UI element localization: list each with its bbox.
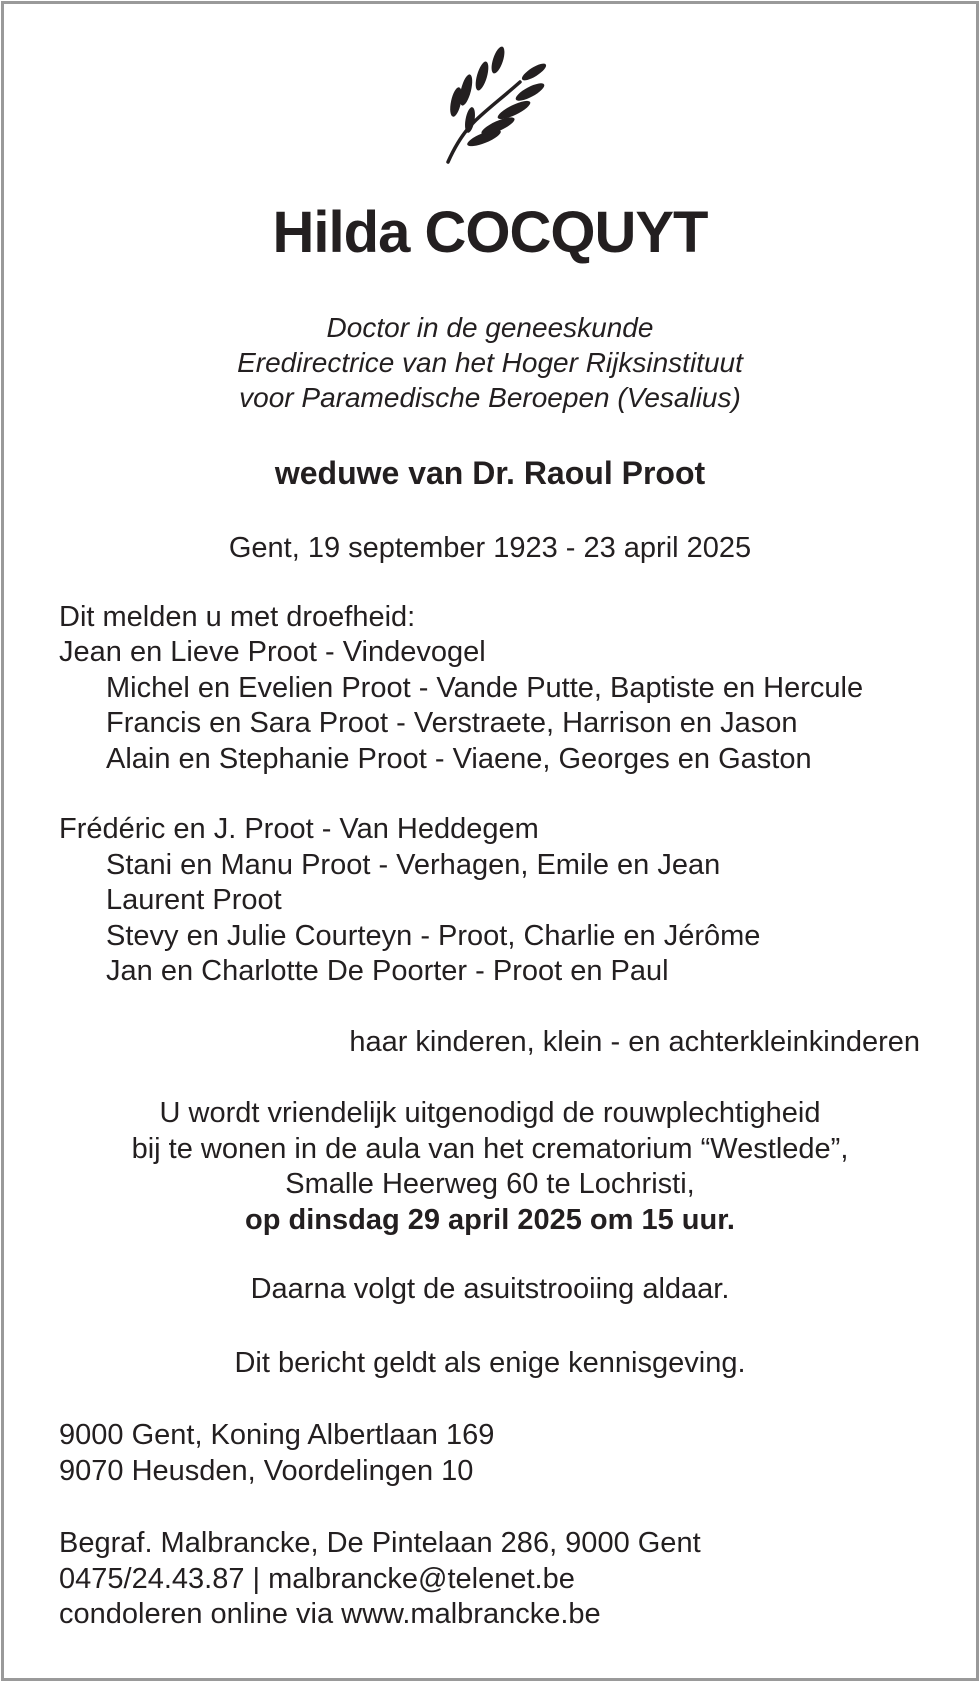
- family-head: Jean en Lieve Proot - Vindevogel: [59, 636, 486, 669]
- invitation-line: Smalle Heerweg 60 te Lochristi,: [285, 1168, 695, 1200]
- ceremony-invitation: [0, 1096, 980, 1238]
- title-line: Eredirectrice van het Hoger Rijksinstituut: [237, 347, 743, 378]
- professional-titles: [0, 310, 980, 415]
- notice-statement: Dit bericht geldt als enige kennisgeving.: [234, 1347, 746, 1379]
- family-intro: Dit melden u met droefheid:: [59, 601, 416, 633]
- title-line: Doctor in de geneeskunde: [326, 312, 654, 343]
- family-list: [59, 600, 863, 989]
- family-relation: haar kinderen, klein - en achterkleinkinderen: [349, 1026, 920, 1058]
- family-addresses: [59, 1418, 494, 1489]
- family-member: Jan en Charlotte De Poorter - Proot en Paul: [106, 955, 669, 988]
- address-line: 9000 Gent, Koning Albertlaan 169: [59, 1419, 495, 1451]
- invitation-line: U wordt vriendelijk uitgenodigd de rouwplechtigheid: [159, 1097, 821, 1129]
- family-member: Laurent Proot: [106, 884, 282, 917]
- ceremony-datetime: op dinsdag 29 april 2025 om 15 uur.: [245, 1203, 735, 1236]
- funeral-home-address: Begraf. Malbrancke, De Pintelaan 286, 9000 Gent: [59, 1527, 701, 1559]
- funeral-home-contact: 0475/24.43.87 | malbrancke@telenet.be: [59, 1562, 575, 1595]
- ash-scattering-note: Daarna volgt de asuitstrooiing aldaar.: [250, 1273, 730, 1305]
- family-member: Michel en Evelien Proot - Vande Putte, Baptiste en Hercule: [106, 671, 864, 704]
- condolence-online-link[interactable]: condoleren online via www.malbrancke.be: [59, 1598, 601, 1630]
- life-dates: Gent, 19 september 1923 - 23 april 2025: [228, 532, 752, 564]
- family-head: Frédéric en J. Proot - Van Heddegem: [59, 813, 539, 846]
- olive-branch-icon: [442, 46, 550, 164]
- spacer: [59, 777, 863, 812]
- family-member: Stani en Manu Proot - Verhagen, Emile en Jean: [106, 848, 721, 881]
- invitation-line: bij te wonen in de aula van het crematorium “Westlede”,: [131, 1132, 849, 1165]
- family-member: Stevy en Julie Courteyn - Proot, Charlie en Jérôme: [106, 919, 761, 952]
- widow-of: weduwe van Dr. Raoul Proot: [274, 455, 706, 491]
- family-member: Alain en Stephanie Proot - Viaene, Georges en Gaston: [106, 742, 812, 775]
- funeral-home-info: [59, 1526, 701, 1633]
- address-line: 9070 Heusden, Voordelingen 10: [59, 1454, 474, 1487]
- title-line: voor Paramedische Beroepen (Vesalius): [239, 382, 741, 413]
- deceased-name: Hilda COCQUYT: [272, 200, 708, 265]
- family-member: Francis en Sara Proot - Verstraete, Harrison en Jason: [106, 707, 798, 740]
